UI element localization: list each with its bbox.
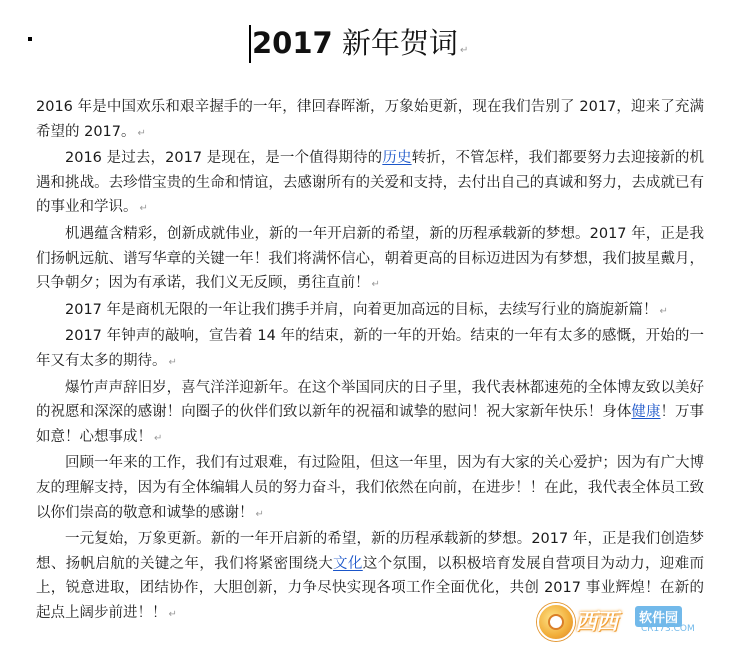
paragraph-mark-icon: ↵ <box>255 508 264 520</box>
paragraph-mark-icon: ↵ <box>168 608 177 620</box>
site-watermark <box>537 601 727 639</box>
paragraph-text: ！万事如意！心想事成！ <box>36 404 705 445</box>
paragraph <box>36 451 704 527</box>
document-body[interactable] <box>36 95 704 627</box>
document-title <box>252 24 468 70</box>
paragraph-text: 2016 是过去，2017 是现在，是一个值得期待的 <box>65 150 383 167</box>
paragraph <box>36 298 704 325</box>
text-cursor <box>249 25 251 63</box>
paragraph <box>36 95 704 146</box>
paragraph <box>36 376 704 452</box>
inline-link[interactable]: 健康 <box>631 404 661 421</box>
paragraph-mark-icon: ↵ <box>137 127 146 139</box>
paragraph-text: 爆竹声声辞旧岁，喜气洋洋迎新年。在这个举国同庆的日子里，我代表林都速苑的全体博友致以美好的祝愿和深深的感谢！向圈子的伙伴们致以新年的祝福和诚挚的慰问！祝大家新年快乐！身体 <box>36 379 704 421</box>
paragraph-text: 这个氛围，以积极培育发展自营项目为动力，迎难而上，锐意进取，团结协作，大胆创新，力争尽快实现各项工作全面优化，共创 2017 事业辉煌！在新的起点上阔步前进！！ <box>36 555 705 621</box>
paragraph-text: 回顾一年来的工作，我们有过艰难，有过险阻，但这一年里，因为有大家的关心爱护；因为有广大博友的理解支持，因为有全体编辑人员的努力奋斗，我们依然在向前，在进步！！在此，我代表全体员工致以你们崇高的敬意和诚挚的感谢！ <box>36 455 704 521</box>
paragraph-text: 2017 年是商机无限的一年让我们携手并肩，向着更加高远的目标，去续写行业的旖旎新篇！ <box>65 301 658 318</box>
paragraph-text: 2017 年钟声的敲响，宣告着 14 年的结束，新的一年的开始。结束的一年有太多的感慨，开始的一年又有太多的期待。 <box>36 328 704 369</box>
paragraph <box>36 222 704 298</box>
paragraph-mark-icon: ↵ <box>139 203 148 215</box>
paragraph <box>36 324 704 375</box>
watermark-logo-icon <box>537 603 575 641</box>
paragraph-mark-icon: ↵ <box>659 305 668 317</box>
paragraph <box>36 146 704 222</box>
watermark-title: 西西 <box>575 610 618 635</box>
paragraph-text: 转折，不管怎样，我们都要努力去迎接新的机遇和挑战。去珍惜宝贵的生命和情谊，去感谢所有的关爱和支持，去付出自己的真诚和努力，去成就已有的事业和学识。 <box>36 150 705 216</box>
paragraph-mark-icon: ↵ <box>154 432 163 444</box>
paragraph-text: 机遇蕴含精彩，创新成就伟业，新的一年开启新的希望，新的历程承载新的梦想。2017 年，正是我们扬帆远航、谱写华章的关键一年！我们将满怀信心，朝着更高的目标迈进因为有梦想，我们披星戴月，只争朝夕；因为有承诺，我们义无反顾，勇往直前！ <box>36 225 704 292</box>
watermark-brand: 软件园 <box>635 606 682 627</box>
paragraph-text: 一元复始，万象更新。新的一年开启新的希望，新的历程承载新的梦想。2017 年，正是我们创造梦想、扬帆启航的关键之年，我们将紧密围绕大 <box>36 531 704 572</box>
inline-link[interactable]: 历史 <box>382 150 412 167</box>
title-text: 新年贺词 <box>332 26 458 60</box>
paragraph-text: 2016 年是中国欢乐和艰辛握手的一年，律回春晖渐，万象始更新，现在我们告别了 2017，迎来了充满希望的 2017。 <box>36 99 704 140</box>
watermark-url: CR173.COM <box>641 624 695 634</box>
paragraph-mark-icon: ↵ <box>168 356 177 368</box>
title-year: 2017 <box>252 26 333 60</box>
paragraph-mark-icon: ↵ <box>371 279 380 291</box>
inline-link[interactable]: 文化 <box>333 555 363 572</box>
paragraph-mark-icon: ↵ <box>459 45 469 56</box>
bullet-marker <box>28 37 32 41</box>
